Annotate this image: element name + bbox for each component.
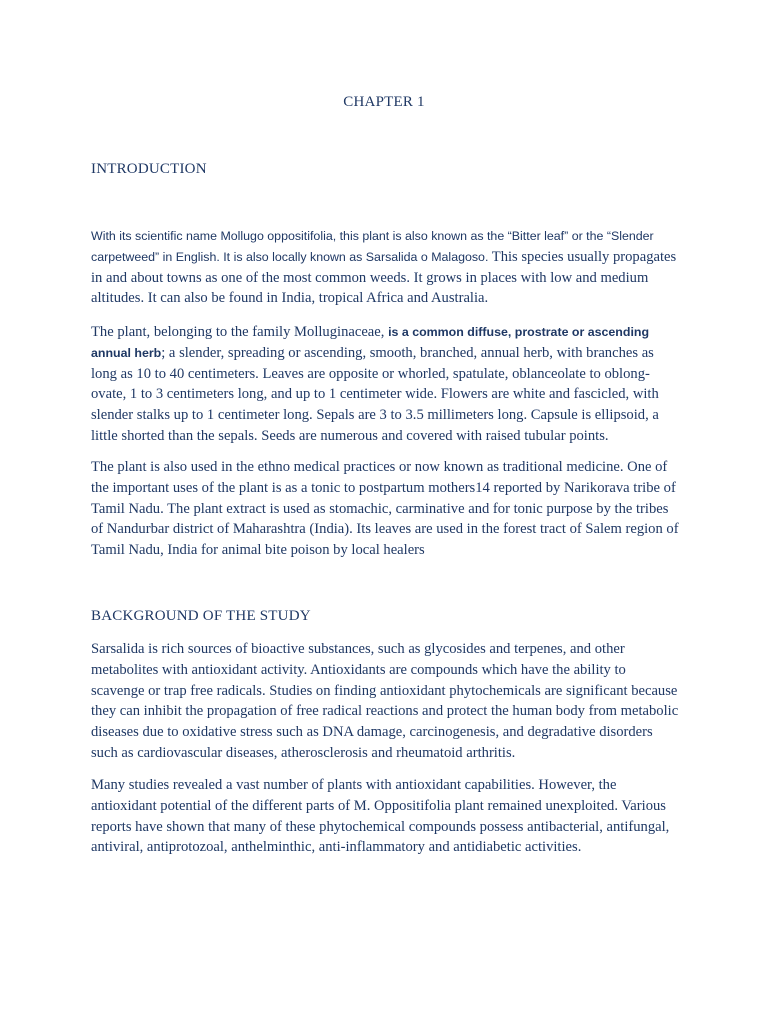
paragraph-intro-1-sans-text: With its scientific name Mollugo oppositifolia, this plant is also known as the “Bitter leaf” or the “Slender carpetweed” in English. It is also locally known as Sarsalida o Malagoso. xyxy=(91,229,654,264)
section-heading-introduction: INTRODUCTION xyxy=(91,161,207,177)
paragraph-background-1: Sarsalida is rich sources of bioactive substances, such as glycosides and terpenes, and other metabolites with antioxidant activity. Antioxidants are compounds which have the ability to scavenge or trap free radicals. Studies on finding antioxidant phytochemicals are significant because they can inhibit the propagation of free radical reactions and protect the human body from metabolic diseases due to oxidative stress such as DNA damage, carcinogenesis, and degradative disorders such as cardiovascular diseases, atherosclerosis and rheumatoid arthritis. xyxy=(91,641,679,761)
paragraph-intro-2-start: The plant, belonging to the family Molluginaceae, xyxy=(91,324,389,340)
paragraph-intro-1 xyxy=(91,226,681,309)
section-heading-background: BACKGROUND OF THE STUDY xyxy=(91,608,311,624)
chapter-title: CHAPTER 1 xyxy=(343,94,425,110)
paragraph-background-2: Many studies revealed a vast number of plants with antioxidant capabilities. However, the antioxidant potential of the different parts of M. Oppositifolia plant remained unexploited. Various reports have shown that many of these phytochemical compounds possess antibacterial, antifungal, antiviral, antiprotozoal, anthelminthic, anti-inflammatory and antidiabetic activities. xyxy=(91,777,670,856)
paragraph-intro-2-rest: ; a slender, spreading or ascending, smooth, branched, annual herb, with branches as long as 10 to 40 centimeters. Leaves are opposite or whorled, spatulate, oblanceolate to oblong-ovate, 1 to 3 centimeters long, and up to 1 centimeter wide. Flowers are white and fascicled, with slender stalks up to 1 centimeter long. Sepals are 3 to 3.5 millimeters long. Capsule is ellipsoid, a little shorted than the sepals. Seeds are numerous and covered with raised tubular points. xyxy=(91,344,659,444)
paragraph-intro-2-bold: is a common diffuse, prostrate or ascending annual herb xyxy=(91,325,650,360)
paragraph-intro-1-text: This species usually propagates in and about towns as one of the most common weeds. It grows in places with low and medium altitudes. It can also be found in India, tropical Africa and Australia. xyxy=(91,248,677,307)
paragraph-intro-2 xyxy=(91,322,681,447)
paragraph-intro-3: The plant is also used in the ethno medical practices or now known as traditional medicine. One of the important uses of the plant is as a tonic to postpartum mothers14 reported by Narikorava tribe of Tamil Nadu. The plant extract is used as stomachic, carminative and for tonic purpose by the tribes of Nandurbar district of Maharashtra (India). Its leaves are used in the forest tract of Salem region of Tamil Nadu, India for animal bite poison by local healers xyxy=(91,459,679,559)
